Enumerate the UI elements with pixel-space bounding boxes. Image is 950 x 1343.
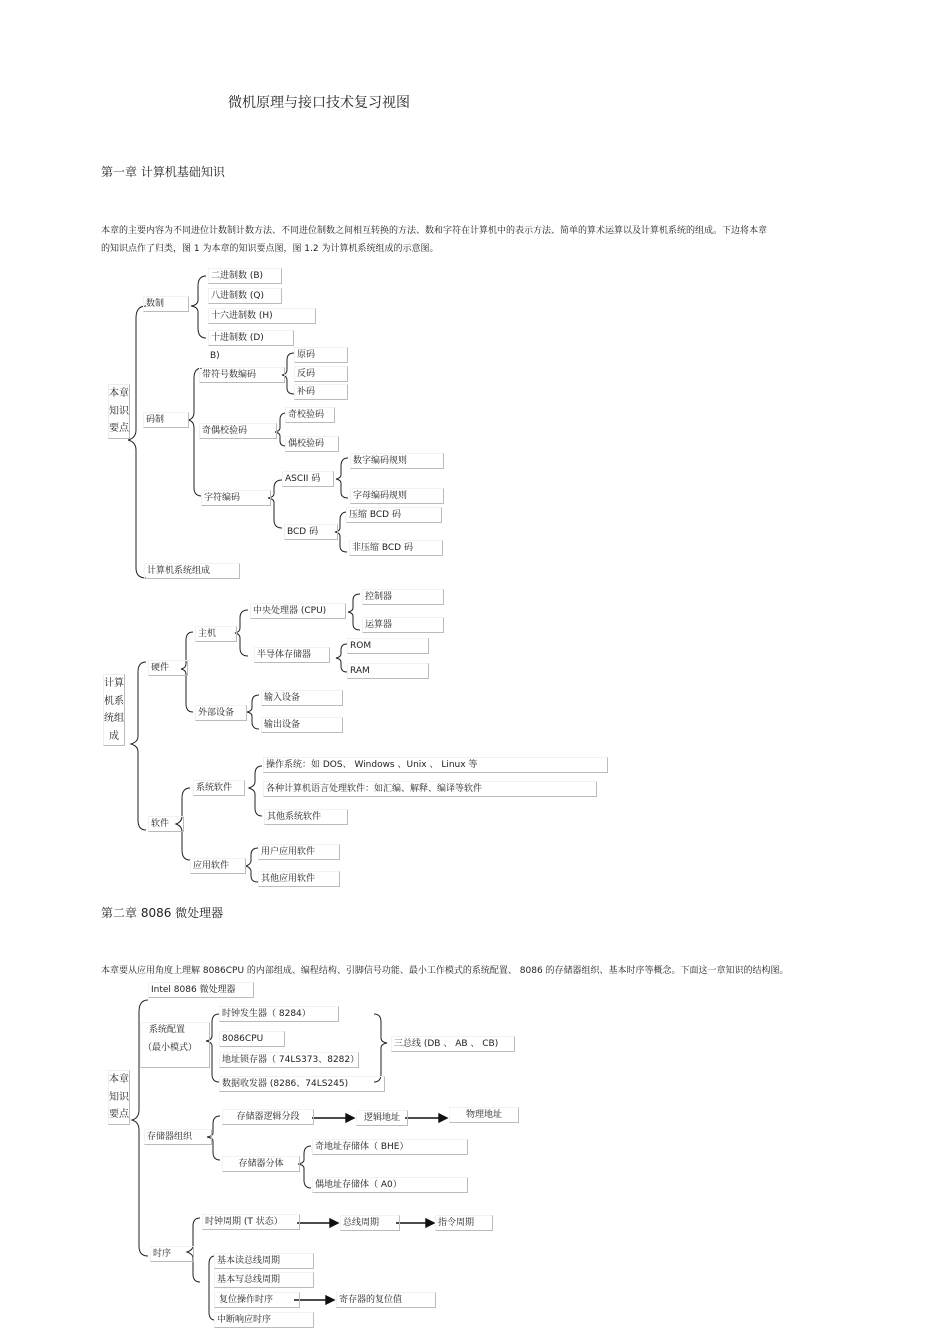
node-bus-cycle: 总线周期 xyxy=(340,1215,400,1231)
node-signed: 带符号数编码 xyxy=(199,367,285,383)
node-output: 输出设备 xyxy=(261,717,343,733)
node-memory-bank: 存储器分体 xyxy=(222,1156,300,1172)
node-ram: RAM xyxy=(347,663,429,679)
node-even-bank: 偶地址存储体（ A0） xyxy=(312,1177,468,1193)
node-bus-read: 基本读总线周期 xyxy=(214,1253,314,1269)
node-fanma: 反码 xyxy=(294,366,348,382)
node-system-composition: 计算机系统组成 xyxy=(144,563,240,579)
chapter1-intro-line1: 本章的主要内容为不同进位计数制计数方法、不同进位制数之间相互转换的方法、数和字符在计算机中的表示方法、简单的算术运算以及计算机系统的组成。下边将本章 xyxy=(101,226,768,236)
node-memory-org: 存储器组织 xyxy=(144,1129,212,1145)
node-logical-segment: 存储器逻辑分段 xyxy=(222,1109,314,1125)
stray-text: B) xyxy=(210,351,220,361)
node-physical-address: 物理地址 xyxy=(449,1107,519,1123)
node-hex: 十六进制数 (H) xyxy=(208,308,316,324)
node-user-app: 用户应用软件 xyxy=(258,844,340,860)
node-cpu: 中央处理器 (CPU) xyxy=(250,603,346,619)
node-instruction-cycle: 指令周期 xyxy=(435,1215,493,1231)
chapter2-intro: 本章要从应用角度上理解 8086CPU 的内部组成、编程结构、引脚信号功能、最小工作模式的系统配置、 8086 的存储器组织、基本时序等概念。下面这一章知识的结构图。 xyxy=(101,966,789,976)
memory-brace xyxy=(336,644,347,672)
node-even-parity: 偶校验码 xyxy=(285,436,339,452)
node-mazhi: 码制 xyxy=(143,412,189,428)
node-other-sys: 其他系统软件 xyxy=(264,809,348,825)
appsoft-brace xyxy=(246,848,258,882)
cpu-brace xyxy=(348,594,360,630)
node-unpacked-bcd: 非压缩 BCD 码 xyxy=(349,540,443,556)
node-clock-generator: 时钟发生器（ 8284） xyxy=(219,1006,339,1022)
node-intel8086: Intel 8086 微处理器 xyxy=(148,982,254,998)
node-sysconfig xyxy=(140,1022,210,1068)
node-os: 操作系统：如 DOS、 Windows 、Unix 、 Linux 等 xyxy=(263,757,608,773)
node-packed-bcd: 压缩 BCD 码 xyxy=(346,507,442,523)
node-shuzhi: 数制 xyxy=(143,296,189,312)
node-odd-bank: 奇地址存储体（ BHE） xyxy=(312,1139,468,1155)
node-lang: 各种计算机语言处理软件：如汇编、解释、编译等软件 xyxy=(263,781,597,797)
ch2-tree-root: 本章知识要点 xyxy=(108,1070,130,1125)
chapter1-intro-line2: 的知识点作了归类，图 1 为本章的知识要点图，图 1.2 为计算机系统组成的示意图。 xyxy=(101,244,439,254)
sysconfig-line2: （最小模式） xyxy=(143,1043,198,1053)
node-8086cpu: 8086CPU xyxy=(219,1031,285,1047)
node-timing: 时序 xyxy=(150,1246,194,1262)
node-alu: 运算器 xyxy=(362,617,444,633)
node-letter-rule: 字母编码规则 xyxy=(350,488,444,504)
node-appsoft: 应用软件 xyxy=(190,858,246,874)
node-address-latch: 地址锁存器（ 74LS373、8282） xyxy=(219,1052,359,1068)
sysconfig-line1: 系统配置 xyxy=(149,1025,186,1035)
node-rom: ROM xyxy=(347,638,429,654)
node-digit-rule: 数字编码规则 xyxy=(350,453,444,469)
node-clock-cycle: 时钟周期 (T 状态） xyxy=(202,1214,300,1230)
node-register-reset: 寄存器的复位值 xyxy=(336,1292,436,1308)
node-binary: 二进制数 (B) xyxy=(208,268,282,284)
tree2-root: 计算机系统组成 xyxy=(103,674,125,746)
node-interrupt-timing: 中断响应时序 xyxy=(214,1312,314,1328)
node-bus-write: 基本写总线周期 xyxy=(214,1272,314,1288)
tree1-root: 本章知识要点 xyxy=(108,384,130,439)
node-input: 输入设备 xyxy=(261,690,343,706)
node-ascii: ASCII 码 xyxy=(282,471,334,487)
syssoft-brace xyxy=(249,766,262,816)
node-parity: 奇偶校验码 xyxy=(199,423,277,439)
page-title: 微机原理与接口技术复习视图 xyxy=(228,95,410,111)
node-controller: 控制器 xyxy=(362,589,444,605)
node-host: 主机 xyxy=(195,626,237,642)
node-bcd: BCD 码 xyxy=(284,524,338,540)
node-octal: 八进制数 (Q) xyxy=(208,288,282,304)
node-syssoft: 系统软件 xyxy=(193,780,245,796)
node-other-app: 其他应用软件 xyxy=(258,871,340,887)
node-hardware: 硬件 xyxy=(148,660,188,676)
node-software: 软件 xyxy=(148,816,184,832)
node-peripheral: 外部设备 xyxy=(195,705,247,721)
node-yuanma: 原码 xyxy=(294,347,348,363)
shuzhi-brace xyxy=(191,276,206,338)
node-reset-timing: 复位操作时序 xyxy=(214,1292,300,1308)
node-decimal: 十进制数 (D) xyxy=(208,330,294,346)
main-brace xyxy=(128,306,146,578)
ascii-brace xyxy=(336,458,348,498)
node-buma: 补码 xyxy=(294,384,348,400)
node-data-transceiver: 数据收发器 (8286、74LS245) xyxy=(219,1076,385,1092)
node-memory: 半导体存储器 xyxy=(254,647,330,663)
chapter1-heading: 第一章 计算机基础知识 xyxy=(101,165,225,179)
threebus-brace xyxy=(374,1014,387,1082)
node-logical-address: 逻辑地址 xyxy=(356,1110,408,1126)
node-charcode: 字符编码 xyxy=(201,490,271,506)
node-odd-parity: 奇校验码 xyxy=(285,407,335,423)
tree2-brace xyxy=(131,662,146,830)
chapter2-heading: 第二章 8086 微处理器 xyxy=(101,906,224,920)
peripheral-brace xyxy=(247,695,259,729)
node-three-bus: 三总线 (DB 、 AB 、 CB) xyxy=(391,1036,515,1052)
